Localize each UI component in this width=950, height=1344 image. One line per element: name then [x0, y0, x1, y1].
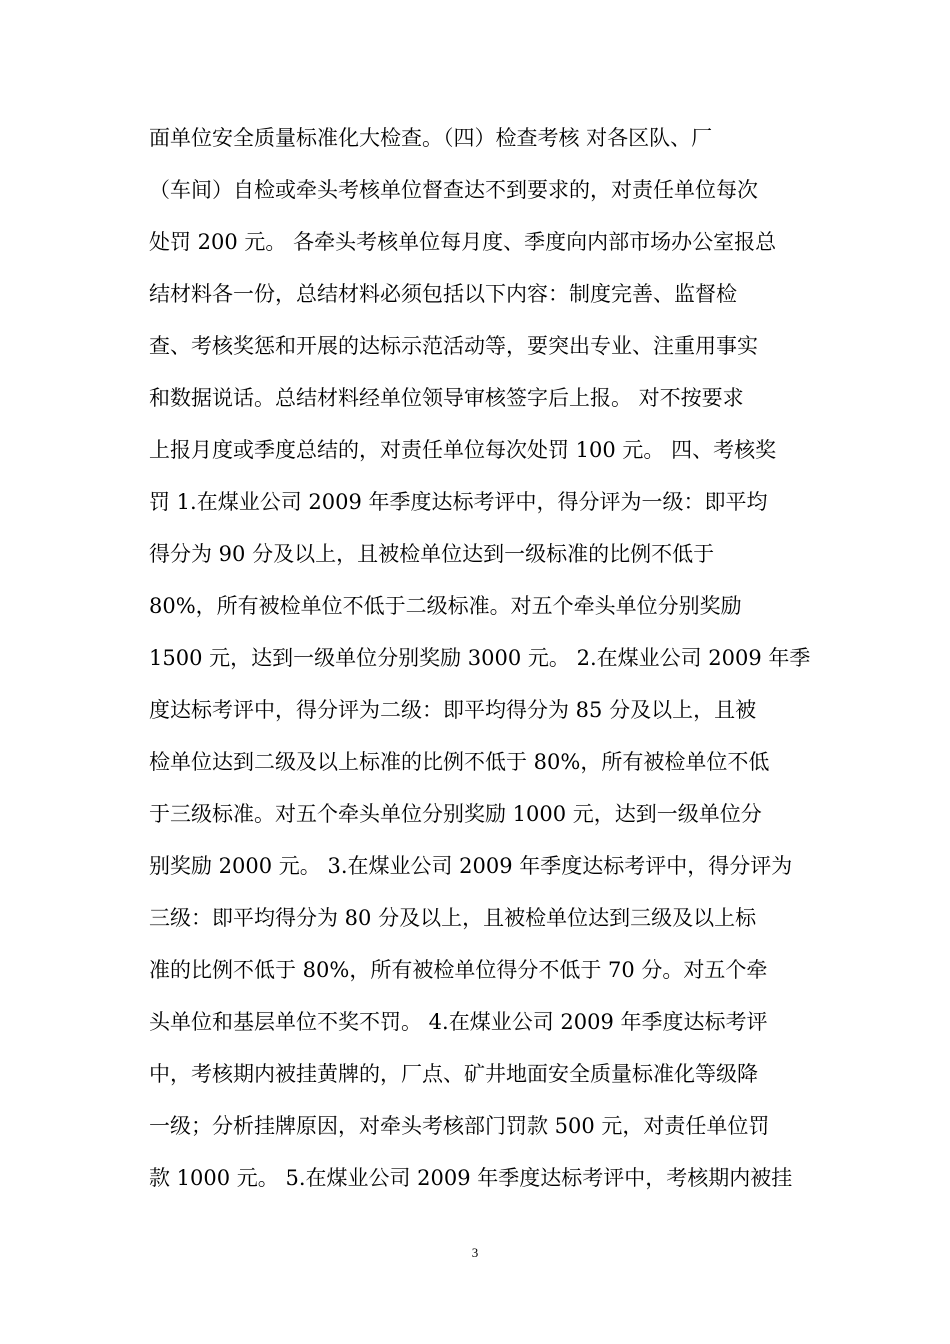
text-line: 和数据说话。总结材料经单位领导审核签字后上报。 对不按要求 — [149, 386, 744, 410]
text-line: （车间）自检或牵头考核单位督查达不到要求的，对责任单位每次 — [149, 178, 758, 202]
text-line: 80%，所有被检单位不低于二级标准。对五个牵头单位分别奖励 — [149, 594, 742, 618]
text-line: 别奖励 2000 元。 3.在煤业公司 2009 年季度达标考评中，得分评为 — [149, 854, 793, 878]
text-line: 处罚 200 元。 各牵头考核单位每月度、季度向内部市场办公室报总 — [149, 230, 777, 254]
text-line: 款 1000 元。 5.在煤业公司 2009 年季度达标考评中，考核期内被挂 — [149, 1166, 793, 1190]
text-line: 度达标考评中，得分评为二级：即平均得分为 85 分及以上，且被 — [149, 698, 757, 722]
text-line: 结材料各一份，总结材料必须包括以下内容：制度完善、监督检 — [149, 282, 737, 306]
text-line: 得分为 90 分及以上，且被检单位达到一级标准的比例不低于 — [149, 542, 715, 566]
text-line: 中，考核期内被挂黄牌的，厂点、矿井地面安全质量标准化等级降 — [149, 1062, 758, 1086]
text-line: 罚 1.在煤业公司 2009 年季度达标考评中，得分评为一级：即平均 — [149, 490, 768, 514]
text-line: 查、考核奖惩和开展的达标示范活动等，要突出专业、注重用事实 — [149, 334, 758, 358]
body-text — [149, 112, 809, 1204]
text-line: 检单位达到二级及以上标准的比例不低于 80%，所有被检单位不低 — [149, 750, 770, 774]
text-line: 面单位安全质量标准化大检查。（四）检查考核 对各区队、厂 — [149, 126, 713, 150]
text-line: 准的比例不低于 80%，所有被检单位得分不低于 70 分。对五个牵 — [149, 958, 768, 982]
text-line: 三级：即平均得分为 80 分及以上，且被检单位达到三级及以上标 — [149, 906, 757, 930]
text-line: 于三级标准。对五个牵头单位分别奖励 1000 元，达到一级单位分 — [149, 802, 762, 826]
text-line: 1500 元，达到一级单位分别奖励 3000 元。 2.在煤业公司 2009 年季 — [149, 646, 811, 670]
page-number: 3 — [471, 1245, 479, 1260]
text-line: 头单位和基层单位不奖不罚。 4.在煤业公司 2009 年季度达标考评 — [149, 1010, 768, 1034]
text-line: 上报月度或季度总结的，对责任单位每次处罚 100 元。 四、考核奖 — [149, 438, 777, 462]
text-line: 一级；分析挂牌原因，对牵头考核部门罚款 500 元，对责任单位罚 — [149, 1114, 770, 1138]
